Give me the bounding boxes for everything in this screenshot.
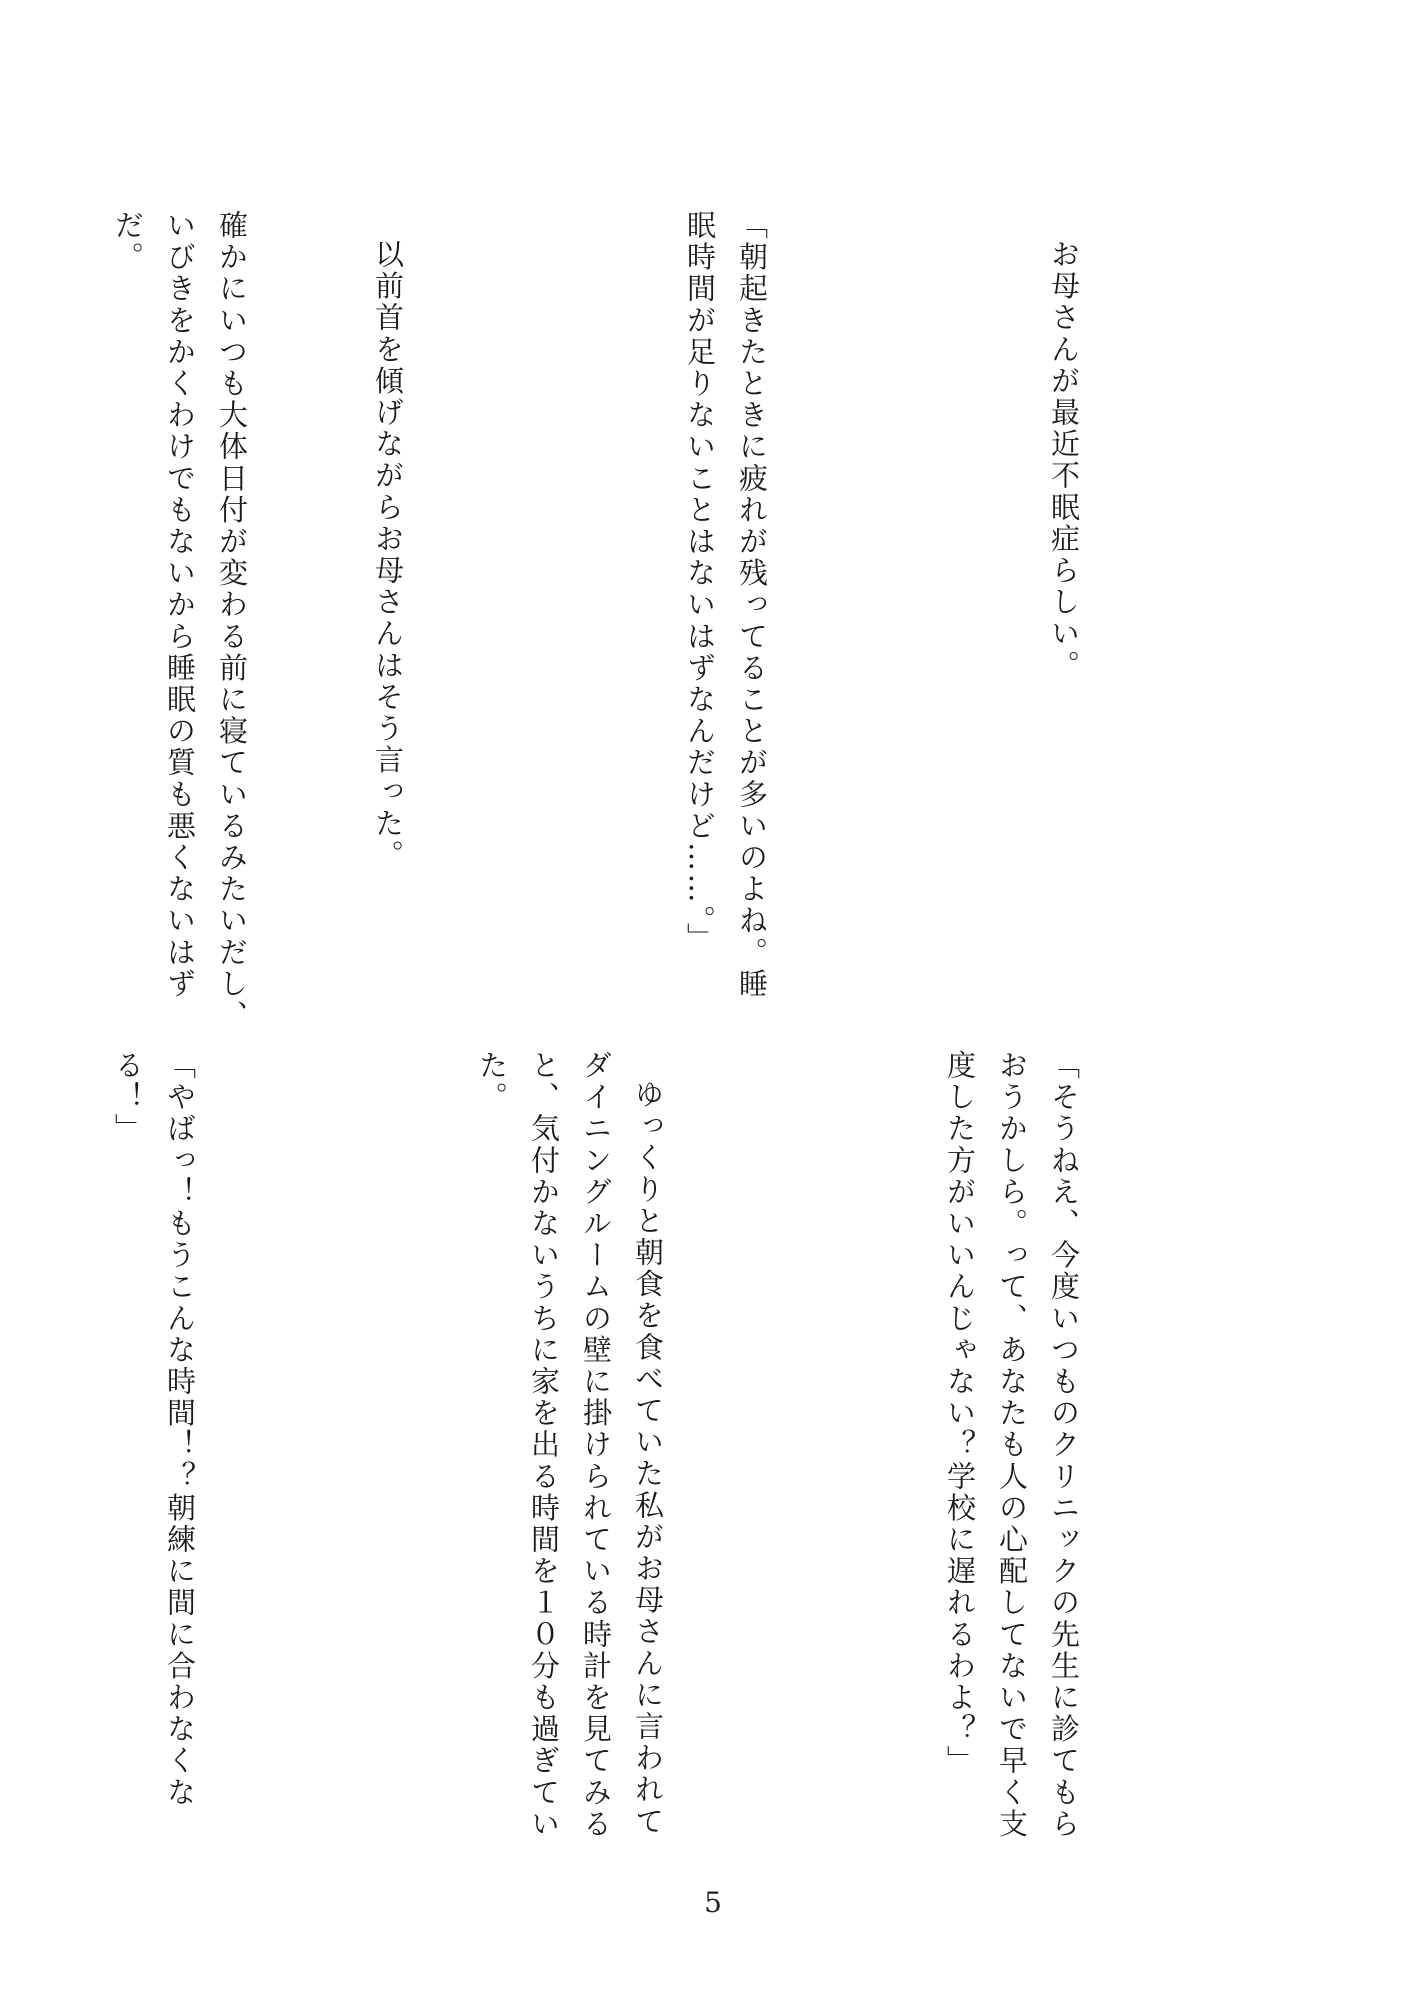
blank-line xyxy=(778,1050,830,1870)
blank-line xyxy=(518,210,570,1010)
paragraph: お母さんが最近不眠症らしい。 xyxy=(1047,239,1081,682)
dialogue-paragraph: 「やばっ！もうこんな時間！？朝練に間に合わなくな る！」 xyxy=(111,1050,197,1809)
blank-line xyxy=(882,210,934,1010)
paragraph: 以前首を傾げながらお母さんはそう言った。 xyxy=(371,239,405,871)
blank-line xyxy=(310,1050,362,1870)
dialogue-paragraph: 「朝起きたときに疲れが残ってることが多いのよね。睡 眠時間が足りないことはないはずなんだけど……。」 xyxy=(683,210,769,1000)
paragraph: ゆっくりと朝食を食べていた私がお母さんに言われて ダイニングルームの壁に掛けられている時計を見てみる と、気付かないうちに家を出る時間を１０分も過ぎてい た。 xyxy=(475,1050,665,1840)
page-number: 5 xyxy=(704,1886,722,1919)
paragraph: 確かにいつも大体日付が変わる前に寝ているみたいだし、 いびきをかくわけでもないから睡眠の質も悪くないはず だ。 xyxy=(111,210,249,1032)
dialogue-paragraph: 「そうねえ、今度いつものクリニックの先生に診てもら おうかしら。って、あなたも人の心配してないで早く支 度した方がいいんじゃない？学校に遅れるわよ？」 xyxy=(943,1050,1081,1840)
text-block-lower xyxy=(111,1050,1194,1870)
text-block-upper xyxy=(111,210,1194,1032)
